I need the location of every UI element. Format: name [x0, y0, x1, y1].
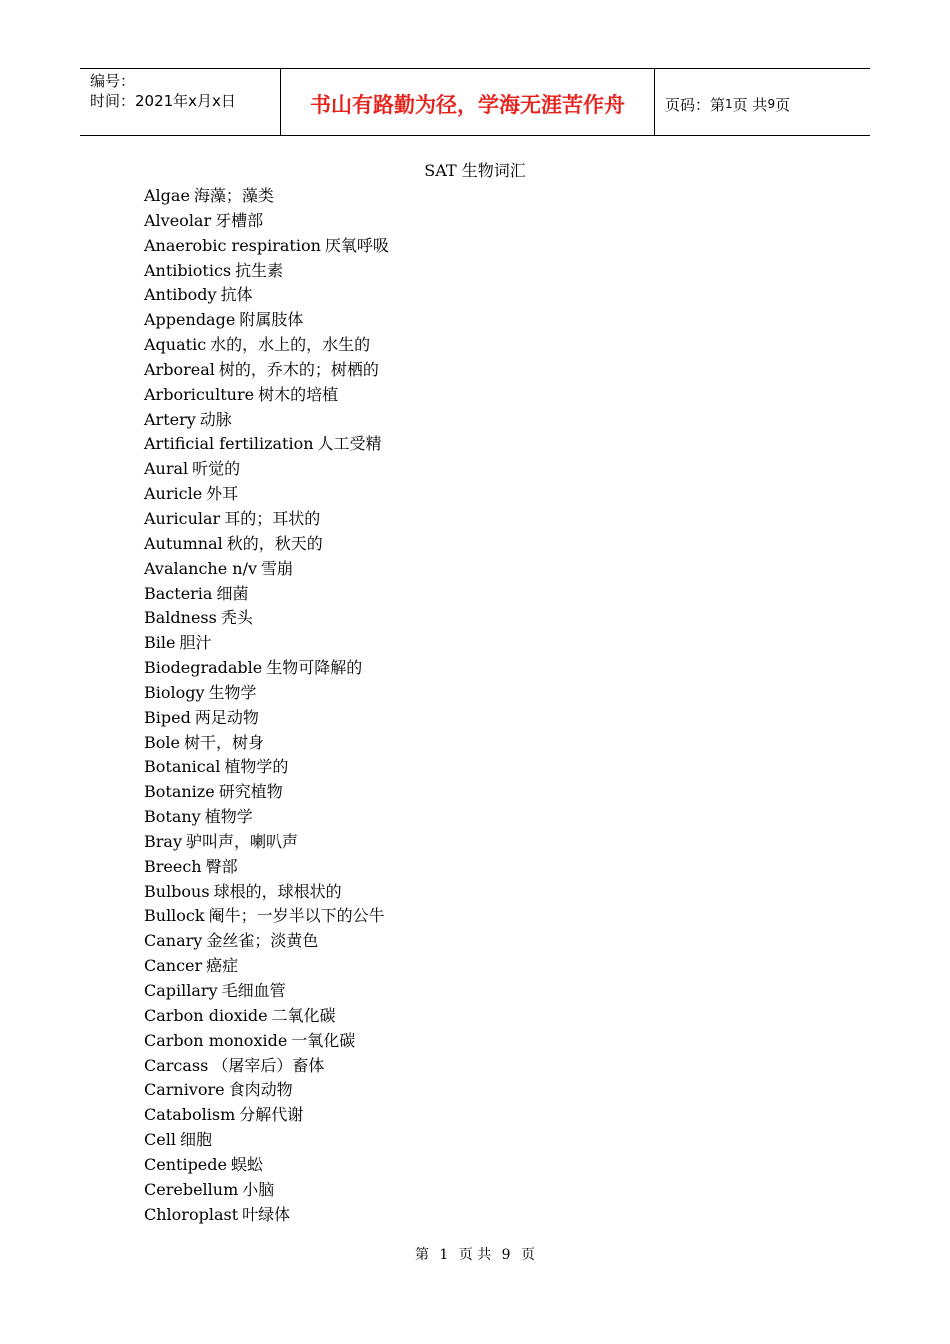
entry-chinese: 阉牛；一岁半以下的公牛 [208, 906, 385, 926]
entry-english: Botanize [144, 782, 215, 802]
entry-english: Algae [144, 186, 190, 205]
entry-english: Arboreal [144, 359, 215, 379]
entry-english: Antibody [144, 285, 217, 305]
vocabulary-entry [144, 308, 389, 333]
entry-english: Aquatic [144, 335, 207, 355]
entry-english: Carcass [144, 1055, 209, 1075]
vocabulary-entry [144, 1029, 389, 1054]
entry-english: Cell [144, 1130, 176, 1150]
vocabulary-entry [144, 582, 389, 607]
entry-chinese: 水的，水上的，水生的 [210, 335, 371, 355]
entry-chinese: （屠宰后）畜体 [212, 1055, 325, 1075]
vocabulary-entry [144, 1054, 389, 1079]
vocabulary-entry [144, 979, 389, 1004]
footer-current: 1 [439, 1247, 449, 1263]
entry-english: Artificial fertilization [144, 434, 314, 454]
entry-chinese: 树的，乔木的；树栖的 [218, 359, 379, 379]
vocabulary-entry [144, 234, 389, 259]
entry-chinese: 两足动物 [194, 707, 259, 727]
entry-chinese: 叶绿体 [242, 1204, 291, 1224]
vocabulary-entry [144, 408, 389, 433]
entry-english: Bray [144, 831, 182, 851]
entry-chinese: 抗生素 [235, 260, 284, 280]
entry-chinese: 癌症 [206, 956, 239, 976]
entry-english: Bacteria [144, 583, 213, 603]
vocabulary-entry [144, 805, 389, 830]
vocabulary-entry [144, 706, 389, 731]
vocabulary-entry [144, 557, 389, 582]
entry-english: Centipede [144, 1154, 227, 1174]
motto-text: 书山有路勤为径，学海无涯苦作舟 [310, 93, 625, 117]
entry-english: Cancer [144, 956, 203, 976]
header-motto-cell [281, 69, 655, 135]
entry-chinese: 蜈蚣 [230, 1154, 263, 1174]
entry-chinese: 食肉动物 [228, 1080, 293, 1100]
entry-english: Auricular [144, 508, 221, 528]
vocabulary-entry [144, 184, 389, 209]
entry-chinese: 研究植物 [218, 782, 283, 802]
footer-suffix: 页 [521, 1247, 536, 1263]
entry-chinese: 牙槽部 [215, 210, 264, 230]
entry-english: Autumnal [144, 533, 223, 553]
entry-english: Carbon dioxide [144, 1005, 268, 1025]
entry-english: Biped [144, 707, 191, 727]
entry-english: Antibiotics [144, 260, 232, 280]
vocabulary-entry [144, 1203, 389, 1228]
entry-chinese: 细菌 [216, 583, 249, 603]
entry-english: Baldness [144, 608, 217, 628]
entry-chinese: 二氧化碳 [271, 1005, 336, 1025]
entry-chinese: 毛细血管 [221, 981, 286, 1000]
entry-english: Aural [144, 459, 189, 479]
entry-english: Anaerobic respiration [144, 235, 321, 255]
vocabulary-entry [144, 507, 389, 532]
entry-english: Bullock [144, 906, 205, 926]
entry-chinese: 外耳 [206, 484, 239, 504]
vocabulary-entry [144, 904, 389, 929]
vocabulary-entry [144, 681, 389, 706]
vocabulary-entry [144, 954, 389, 979]
vocabulary-entry [144, 1153, 389, 1178]
document-title: SAT 生物词汇 [424, 161, 526, 180]
entry-chinese: 植物学 [204, 807, 253, 827]
entry-chinese: 人工受精 [317, 434, 382, 454]
entry-chinese: 听觉的 [192, 459, 241, 479]
entry-chinese: 金丝雀；淡黄色 [206, 931, 319, 951]
vocabulary-entry [144, 1103, 389, 1128]
entry-chinese: 胆汁 [179, 633, 212, 653]
entry-chinese: 秋的，秋天的 [226, 533, 323, 553]
entry-english: Breech [144, 856, 202, 876]
vocabulary-entry [144, 532, 389, 557]
entry-chinese: 树干，树身 [183, 732, 264, 752]
entry-chinese: 细胞 [179, 1130, 212, 1150]
entry-english: Canary [144, 931, 203, 951]
entry-chinese: 臀部 [205, 856, 238, 876]
vocabulary-entry [144, 358, 389, 383]
page-label: 页码：第 [665, 95, 726, 114]
vocabulary-entry [144, 1004, 389, 1029]
entry-chinese: 动脉 [199, 409, 232, 429]
vocabulary-entry [144, 1178, 389, 1203]
page-header [80, 68, 870, 136]
entry-english: Avalanche n/v [144, 558, 257, 578]
vocabulary-entry [144, 929, 389, 954]
entry-english: Cerebellum [144, 1179, 239, 1199]
vocabulary-entry [144, 1128, 389, 1153]
entry-chinese: 植物学的 [224, 757, 289, 777]
vocabulary-entry [144, 631, 389, 656]
entry-chinese: 厌氧呼吸 [324, 235, 389, 255]
entry-chinese: 一氧化碳 [291, 1030, 356, 1050]
entry-english: Bile [144, 633, 176, 653]
header-page-cell [655, 69, 870, 135]
entry-english: Biology [144, 682, 205, 702]
page-end: 页 [775, 95, 791, 114]
entry-chinese: 树木的培植 [258, 384, 339, 404]
entry-chinese: 抗体 [220, 285, 253, 305]
vocabulary-entry [144, 780, 389, 805]
page-footer [0, 1245, 950, 1265]
footer-mid: 页 共 [458, 1247, 492, 1263]
page-mid: 页 共 [732, 95, 768, 114]
entry-chinese: 分解代谢 [239, 1105, 304, 1125]
entry-english: Catabolism [144, 1105, 236, 1125]
entry-english: Auricle [144, 484, 203, 504]
entry-chinese: 海藻；藻类 [193, 186, 274, 205]
vocabulary-entry [144, 731, 389, 756]
entry-english: Biodegradable [144, 658, 263, 678]
entry-english: Alveolar [144, 210, 212, 230]
entry-chinese: 耳的；耳状的 [224, 508, 321, 528]
entry-chinese: 秃头 [220, 608, 253, 628]
vocabulary-entry [144, 755, 389, 780]
entry-chinese: 球根的，球根状的 [213, 881, 342, 901]
vocabulary-entry [144, 333, 389, 358]
entry-chinese: 生物可降解的 [266, 658, 363, 678]
page-current: 1 [725, 97, 733, 111]
date-label: 时间：2021年x月x日 [90, 92, 236, 110]
vocabulary-entry [144, 457, 389, 482]
header-info-cell [80, 69, 281, 135]
entry-english: Appendage [144, 310, 236, 330]
entry-english: Bole [144, 732, 180, 752]
entry-chinese: 雪崩 [261, 558, 294, 578]
entry-chinese: 附属肢体 [239, 310, 304, 330]
vocabulary-entry [144, 1078, 389, 1103]
entry-english: Carbon monoxide [144, 1030, 288, 1050]
entry-english: Arboriculture [144, 384, 255, 404]
entry-chinese: 小脑 [242, 1179, 275, 1199]
footer-total: 9 [501, 1247, 511, 1263]
vocabulary-entry [144, 855, 389, 880]
vocabulary-entry [144, 482, 389, 507]
entry-chinese: 生物学 [208, 682, 257, 702]
vocabulary-list [144, 184, 389, 1227]
entry-english: Bulbous [144, 881, 210, 901]
number-label: 编号： [90, 72, 136, 90]
entry-english: Artery [144, 409, 196, 429]
entry-english: Botany [144, 807, 201, 827]
vocabulary-entry [144, 283, 389, 308]
vocabulary-entry [144, 383, 389, 408]
vocabulary-entry [144, 880, 389, 905]
entry-english: Capillary [144, 981, 218, 1000]
vocabulary-entry [144, 209, 389, 234]
entry-chinese: 驴叫声，喇叭声 [185, 831, 298, 851]
entry-english: Botanical [144, 757, 221, 777]
vocabulary-entry [144, 432, 389, 457]
footer-prefix: 第 [414, 1247, 429, 1263]
entry-english: Carnivore [144, 1080, 225, 1100]
vocabulary-entry [144, 606, 389, 631]
page-total: 9 [767, 97, 776, 111]
vocabulary-entry [144, 259, 389, 284]
entry-english: Chloroplast [144, 1204, 239, 1224]
vocabulary-entry [144, 656, 389, 681]
vocabulary-entry [144, 830, 389, 855]
